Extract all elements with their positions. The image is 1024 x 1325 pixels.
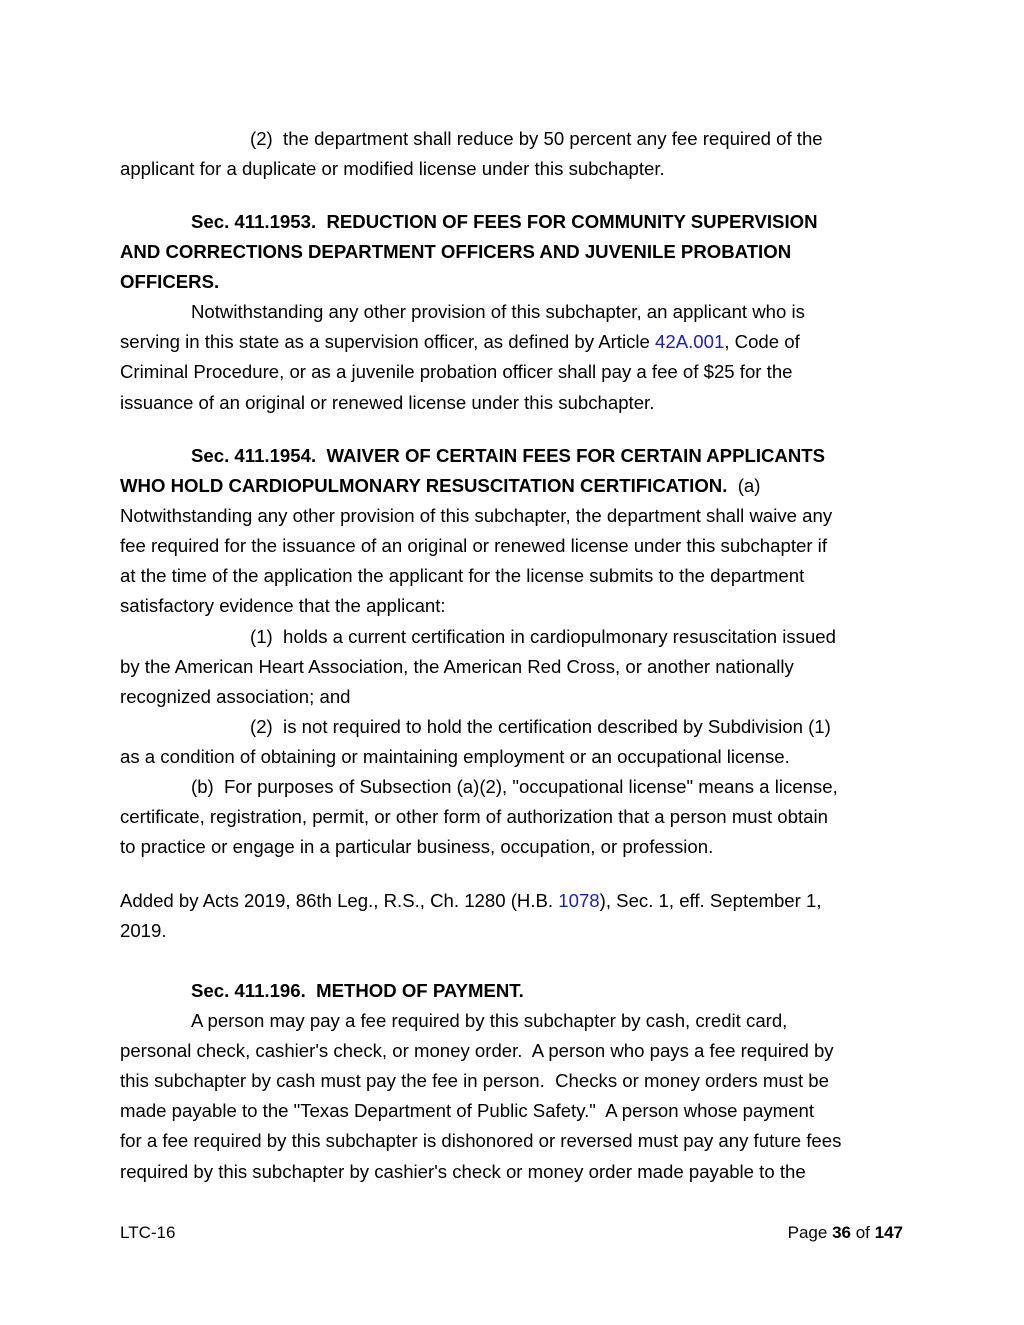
text-line: Criminal Procedure, or as a juvenile probation officer shall pay a fee of $25 for the [120, 361, 793, 383]
text-line: by the American Heart Association, the American Red Cross, or another nationally [120, 655, 794, 677]
subsection-b: (b) For purposes of Subsection (a)(2), "occupational license" means a license, [191, 776, 838, 798]
text-segment: , Code of [724, 331, 800, 353]
section-heading: WHO HOLD CARDIOPULMONARY RESUSCITATION CERTIFICATION. [120, 475, 728, 497]
of-word: of [851, 1223, 875, 1242]
section-heading: AND CORRECTIONS DEPARTMENT OFFICERS AND JUVENILE PROBATION [120, 241, 792, 263]
text-line: at the time of the application the applicant for the license submits to the department [120, 565, 805, 587]
text-line: satisfactory evidence that the applicant: [120, 595, 446, 617]
text-line: Notwithstanding any other provision of this subchapter, an applicant who is [191, 301, 805, 323]
text-line: to practice or engage in a particular business, occupation, or profession. [120, 836, 714, 858]
text-line: (2) the department shall reduce by 50 percent any fee required of the [250, 128, 823, 149]
footer-document-code: LTC-16 [120, 1223, 176, 1242]
subdivision-2: (2) is not required to hold the certification described by Subdivision (1) [250, 715, 831, 737]
text-line [120, 327, 910, 357]
section-411-1953 [120, 207, 910, 418]
text-line: certificate, registration, permit, or other form of authorization that a person must obtain [120, 806, 828, 828]
text-segment: Added by Acts 2019, 86th Leg., R.S., Ch. 1280 (H.B. [120, 890, 559, 911]
hb-1078-link[interactable]: 1078 [558, 890, 600, 911]
section-heading-line [120, 471, 910, 501]
text-line: recognized association; and [120, 685, 351, 707]
subsection-a-label: (a) [727, 475, 761, 497]
text-line: fee required for the issuance of an original or renewed license under this subchapter if [120, 535, 827, 557]
text-line: Notwithstanding any other provision of this subchapter, the department shall waive any [120, 505, 833, 527]
article-42a-001-link[interactable]: 42A.001 [655, 331, 725, 353]
text-line: personal check, cashier's check, or money order. A person who pays a fee required by [120, 1040, 834, 1062]
text-line: issuance of an original or renewed license under this subchapter. [120, 391, 655, 413]
text-line: required by this subchapter by cashier's check or money order made payable to the [120, 1160, 806, 1182]
text-line: made payable to the "Texas Department of Public Safety." A person whose payment [120, 1100, 814, 1122]
text-line: A person may pay a fee required by this subchapter by cash, credit card, [191, 1010, 788, 1032]
page-word: Page [787, 1223, 833, 1242]
text-segment: serving in this state as a supervision officer, as defined by Article [120, 331, 656, 353]
footer-page-number [788, 1222, 903, 1244]
subdivision-1: (1) holds a current certification in cardiopulmonary resuscitation issued [250, 625, 836, 647]
text-line: this subchapter by cash must pay the fee in person. Checks or money orders must be [120, 1070, 829, 1092]
section-heading: Sec. 411.1953. REDUCTION OF FEES FOR COMMUNITY SUPERVISION [191, 211, 818, 232]
text-line: 2019. [120, 920, 167, 942]
text-segment: ), Sec. 1, eff. September 1, [599, 890, 822, 911]
text-line: for a fee required by this subchapter is dishonored or reversed must pay any future fees [120, 1130, 842, 1152]
history-note [120, 886, 910, 946]
section-heading: Sec. 411.196. METHOD OF PAYMENT. [191, 980, 524, 1001]
text-line [120, 886, 910, 916]
subdivision-2-fee-reduction [120, 124, 910, 184]
total-pages: 147 [874, 1223, 903, 1242]
section-411-196 [120, 976, 910, 1187]
text-line: as a condition of obtaining or maintaining employment or an occupational license. [120, 745, 790, 767]
text-line: applicant for a duplicate or modified license under this subchapter. [120, 158, 665, 180]
section-411-1954 [120, 441, 910, 862]
section-heading: OFFICERS. [120, 271, 220, 293]
current-page: 36 [832, 1223, 851, 1242]
section-heading: Sec. 411.1954. WAIVER OF CERTAIN FEES FOR CERTAIN APPLICANTS [191, 445, 826, 466]
